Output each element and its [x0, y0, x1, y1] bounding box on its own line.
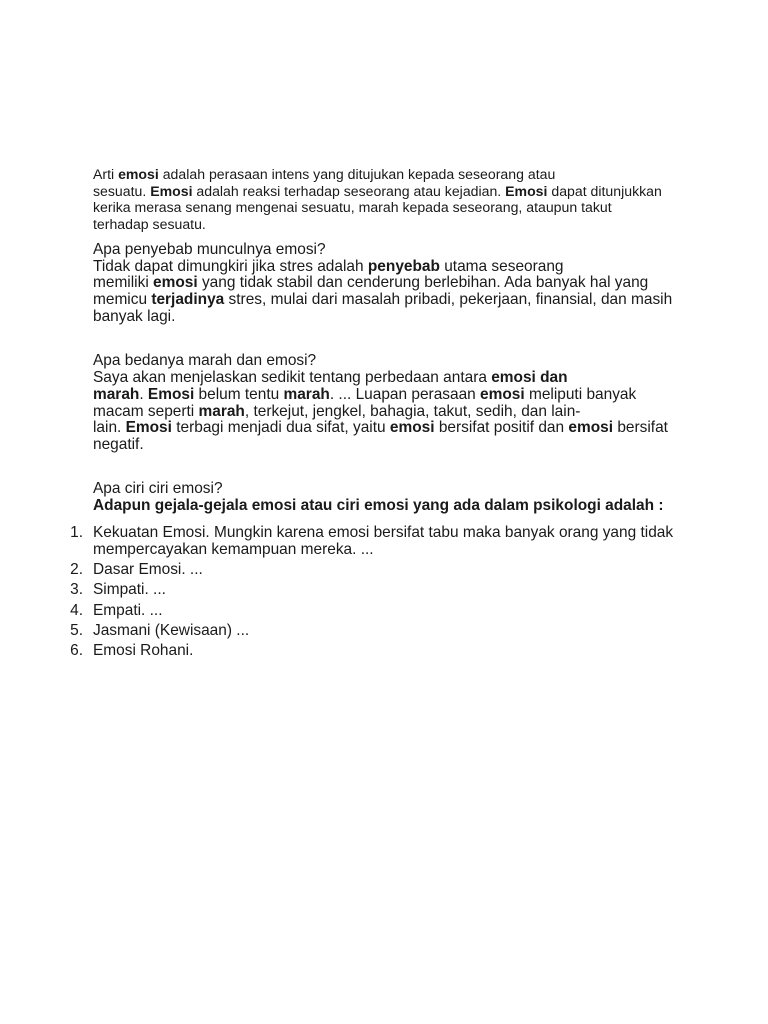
question-text: Apa ciri ciri emosi?	[93, 480, 223, 498]
bold-keyword: penyebab	[367, 257, 440, 275]
bold-keyword: emosi	[389, 419, 435, 437]
list-item-line: Dasar Emosi. ...	[93, 561, 203, 579]
list-item	[70, 561, 733, 579]
bold-keyword: emosi	[480, 385, 525, 403]
list-item-text	[93, 623, 733, 640]
bold-keyword: marah	[283, 385, 330, 403]
list-item-text	[93, 603, 733, 620]
text-run: lain.	[93, 419, 126, 437]
text-run: yang tidak stabil dan cenderung berlebihan. Ada banyak hal yang	[197, 274, 649, 292]
intro-line	[93, 199, 733, 216]
text-run: Tidak dapat dimungkiri jika stres adalah	[93, 257, 368, 275]
text-run: adalah perasaan intens yang ditujukan kepada seseorang atau	[158, 166, 556, 182]
list-item	[70, 641, 733, 660]
list-item-text	[93, 643, 733, 660]
text-run: memicu	[93, 291, 152, 309]
bold-keyword: marah	[198, 402, 245, 420]
list-item	[70, 581, 733, 599]
list-item-line: Kekuatan Emosi. Mungkin karena emosi bersifat tabu maka banyak orang yang tidak	[93, 524, 674, 542]
bold-keyword: Emosi	[150, 182, 193, 199]
list-item-text	[93, 582, 733, 599]
bold-keyword: emosi	[153, 274, 198, 292]
text-run: memiliki	[93, 274, 154, 292]
text-run: Saya akan menjelaskan sedikit tentang perbedaan antara	[93, 369, 492, 387]
list-item-line: mempercayakan kemampuan mereka. ...	[93, 541, 374, 559]
text-run: . ... Luapan perasaan	[329, 385, 481, 403]
text-run: utama seseorang	[439, 257, 564, 275]
question-heading	[93, 353, 733, 370]
intro-line	[93, 216, 733, 233]
list-number: 6.	[70, 641, 83, 659]
list-number: 5.	[70, 621, 83, 639]
text-run: bersifat positif dan	[434, 419, 569, 437]
text-run: meliputi banyak	[524, 385, 637, 403]
list-number: 3.	[70, 581, 83, 599]
text-run: Arti	[93, 166, 119, 182]
bold-keyword: terjadinya	[151, 291, 225, 309]
paragraph-line	[93, 292, 733, 309]
question-text: Apa bedanya marah dan emosi?	[93, 352, 317, 370]
traits-list	[70, 524, 733, 660]
paragraph-line	[93, 404, 733, 421]
question-text: Apa penyebab munculnya emosi?	[93, 240, 326, 258]
paragraph-line	[93, 275, 733, 292]
question-heading	[93, 481, 733, 498]
list-item-text	[93, 525, 733, 559]
list-number: 1.	[70, 524, 83, 542]
intro-paragraph	[93, 166, 733, 233]
list-item-line: Simpati. ...	[93, 581, 166, 599]
bold-keyword: Emosi	[125, 419, 172, 437]
paragraph-line	[93, 259, 733, 276]
paragraph-line	[93, 420, 733, 437]
bold-lead-text: Adapun gejala-gejala emosi atau ciri emosi yang ada dalam psikologi adalah :	[93, 497, 664, 515]
text-run: dapat ditunjukkan	[547, 182, 662, 199]
list-item-text	[93, 562, 733, 579]
bold-keyword: emosi	[118, 166, 159, 182]
text-run: bersifat	[613, 419, 668, 437]
list-item	[70, 621, 733, 640]
text-run: terbagi menjadi dua sifat, yaitu	[171, 419, 390, 437]
text-run: kerika merasa senang mengenai sesuatu, marah kepada seseorang, ataupun takut	[93, 199, 612, 216]
text-run: macam seperti	[93, 402, 199, 420]
list-number: 2.	[70, 561, 83, 579]
paragraph-line	[93, 387, 733, 404]
traits-section	[93, 481, 733, 515]
question-heading	[93, 242, 733, 259]
text-run: adalah reaksi terhadap seseorang atau kejadian.	[192, 182, 506, 199]
intro-line	[93, 183, 733, 200]
text-run: .	[139, 385, 148, 403]
difference-section	[93, 353, 733, 454]
list-item-line: Empati. ...	[93, 601, 163, 619]
list-item	[70, 601, 733, 620]
bold-keyword: Emosi	[147, 385, 195, 403]
list-item	[70, 524, 733, 559]
text-run: terhadap sesuatu.	[93, 216, 206, 233]
cause-section	[93, 242, 733, 326]
list-item-line: Emosi Rohani.	[93, 641, 194, 659]
paragraph-line	[93, 437, 733, 454]
bold-keyword: marah	[93, 385, 140, 403]
text-run: belum tentu	[194, 385, 284, 403]
bold-keyword: emosi dan	[491, 369, 568, 387]
document-body	[70, 166, 733, 660]
text-run: banyak lagi.	[93, 308, 176, 325]
intro-line	[93, 166, 733, 183]
list-item-line: Jasmani (Kewisaan) ...	[93, 621, 250, 639]
list-number: 4.	[70, 601, 83, 619]
paragraph-line	[93, 309, 733, 326]
paragraph-line	[93, 370, 733, 387]
text-run: , terkejut, jengkel, bahagia, takut, sedih, dan lain-	[244, 402, 581, 420]
bold-keyword: Emosi	[505, 182, 548, 199]
text-run: negatif.	[93, 436, 144, 454]
bold-keyword: emosi	[568, 419, 614, 437]
text-run: sesuatu.	[93, 182, 151, 199]
text-run: stres, mulai dari masalah pribadi, pekerjaan, finansial, dan masih	[224, 291, 673, 309]
list-lead	[93, 498, 733, 515]
